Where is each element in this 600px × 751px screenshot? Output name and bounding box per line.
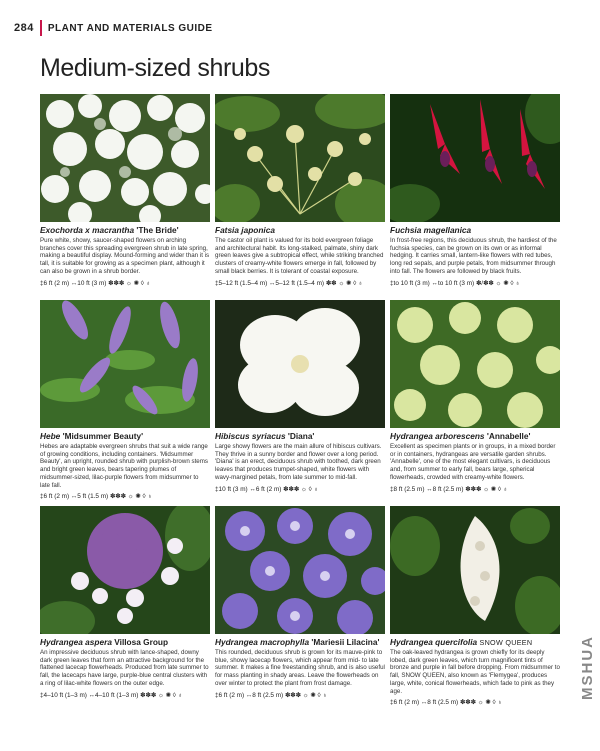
plant-name: Exochorda x macrantha 'The Bride' [40, 225, 179, 235]
plant-photo-fuchsia [390, 94, 560, 222]
page-number: 284 [14, 22, 34, 34]
plant-photo-hebe [40, 300, 210, 428]
plant-name: Hebe 'Midsummer Beauty' [40, 431, 144, 441]
plant-photo-hydrangea-aspera [40, 506, 210, 634]
plant-photo-fatsia [215, 94, 385, 222]
plant-description: The castor oil plant is valued for its bold evergreen foliage and architectural habit. Its long-stalked, palmate, shiny dark green leaves give a subtropical effect, while striking branched clusters of creamy-white flowers emerge in fall, followed by small black berries. It is tolerant of coastal exposure. [215, 237, 384, 275]
plant-entry-hydrangea-macrophylla [215, 506, 385, 699]
plant-entry-hydrangea-quercifolia [390, 506, 560, 706]
plant-description: Hebes are adaptable evergreen shrubs that suit a wide range of growing conditions, including containers. 'Midsummer Beauty', an upright, rounded shrub with purplish-brown stems and bright green leaves, bears tapering plumes of midsummer-sized, lilac-purple flowers from midsummer to late fall. [40, 443, 208, 489]
plant-name: Fatsia japonica [215, 225, 275, 235]
plant-description: Pure white, showy, saucer-shaped flowers on arching branches cover this spreading evergreen shrub in late spring, making a beautiful display. Mound-forming and wider than it is tall, it is suitable for growing as a specimen plant, although it can also be grown in a shrub border. [40, 237, 210, 275]
plant-specs: ‡6 ft (2 m) ↔5 ft (1.5 m) ✽✽✽ ☼ ✺ ◊ ♁ [40, 493, 153, 501]
plant-name: Fuchsia magellanica [390, 225, 472, 235]
plant-specs: ‡5–12 ft (1.5–4 m) ↔5–12 ft (1.5–4 m) ✽✽ ☼ ✺ ◊ ♁ [215, 279, 363, 287]
plant-entry-hydrangea-arborescens [390, 300, 560, 493]
plant-specs: ‡6 ft (2 m) ↔8 ft (2.5 m) ✽✽✽ ☼ ✺ ◊ ♁ [215, 691, 328, 699]
running-header [14, 18, 213, 38]
plant-entry-fuchsia [390, 94, 560, 287]
plant-specs: ‡6 ft (2 m) ↔10 ft (3 m) ✽✽✽ ☼ ✺ ◊ ♁ [40, 279, 151, 287]
plant-description: An impressive deciduous shrub with lance-shaped, downy dark green leaves that form an attractive background for the flattened lacecap flowerheads. Produced from late summer to fall, the lacecaps have large, purple-blue central clusters with a ring of lilac-white flowers on the outer edge. [40, 649, 209, 687]
plant-photo-exochorda [40, 94, 210, 222]
plant-entry-hibiscus [215, 300, 385, 493]
plant-description: In frost-free regions, this deciduous shrub, the hardiest of the fuchsia species, can be grown on its own or as informal hedging. It carries small, lantern-like flowers with red tubes, long red sepals, and purple petals, from midsummer through into fall. The flowers are followed by black fruits. [390, 237, 557, 275]
plant-name: Hydrangea macrophylla 'Mariesii Lilacina' [215, 637, 380, 647]
plant-specs: ‡6 ft (2 m) ↔8 ft (2.5 m) ✽✽✽ ☼ ✺ ◊ ♁ [390, 699, 503, 707]
plant-specs: ‡to 10 ft (3 m) ↔to 10 ft (3 m) ✽/✽✽ ☼ ✺ ◊ ♁ [390, 279, 521, 287]
watermark-text: MSHUA [579, 635, 596, 700]
plant-entry-fatsia [215, 94, 385, 287]
plant-name: Hydrangea arborescens 'Annabelle' [390, 431, 531, 441]
plant-name: Hydrangea aspera Villosa Group [40, 637, 169, 647]
page-title: Medium-sized shrubs [40, 54, 270, 82]
header-divider [40, 20, 42, 36]
plant-entry-hydrangea-aspera [40, 506, 210, 699]
plant-entry-exochorda [40, 94, 210, 287]
plant-specs: ‡8 ft (2.5 m) ↔8 ft (2.5 m) ✽✽✽ ☼ ✺ ◊ ♁ [390, 485, 508, 493]
plant-photo-hydrangea-quercifolia [390, 506, 560, 634]
plant-entry-hebe [40, 300, 210, 500]
plant-specs: ‡10 ft (3 m) ↔6 ft (2 m) ✽✽✽ ☼ ◊ ♁ [215, 485, 319, 493]
plant-photo-hydrangea-macrophylla [215, 506, 385, 634]
plant-description: Excellent as specimen plants or in groups, in a mixed border or in containers, hydrangeas are versatile garden shrubs. 'Annabelle', one of the most elegant cultivars, is deciduous and, from summer to early fall, bears large, spherical flowerheads, crowded with creamy-white flowers. [390, 443, 556, 481]
plant-name: Hibiscus syriacus 'Diana' [215, 431, 315, 441]
plant-description: This rounded, deciduous shrub is grown for its mauve-pink to blue, showy lacecap flowers, which appear from mid- to late summer. It makes a fine freestanding shrub, and is also useful for mass planting in shady areas. Leave the flowerheads on over winter to protect the plant from frost damage. [215, 649, 385, 687]
plant-description: The oak-leaved hydrangea is grown chiefly for its deeply lobed, dark green leaves, which turn magnificent tints of bronze and purple in fall before dropping. From midsummer to fall, SNOW QUEEN, also known as 'Flemygea', produces large, white, conical flowerheads, which fade to pink as they age. [390, 649, 560, 695]
plant-name: Hydrangea quercifolia SNOW QUEEN [390, 637, 533, 647]
plant-photo-hydrangea-arborescens [390, 300, 560, 428]
plant-specs: ‡4–10 ft (1–3 m) ↔4–10 ft (1–3 m) ✽✽✽ ☼ ✺ ◊ ♁ [40, 691, 183, 699]
plant-photo-hibiscus [215, 300, 385, 428]
plant-description: Large showy flowers are the main allure of hibiscus cultivars. They thrive in a sunny border and flower over a long period. 'Diana' is an erect, deciduous shrub with toothed, dark green leaves that produces trumpet-shaped, white flowers with wavy-margined petals, from late summer to mid-fall. [215, 443, 382, 481]
section-title: PLANT AND MATERIALS GUIDE [47, 22, 213, 34]
